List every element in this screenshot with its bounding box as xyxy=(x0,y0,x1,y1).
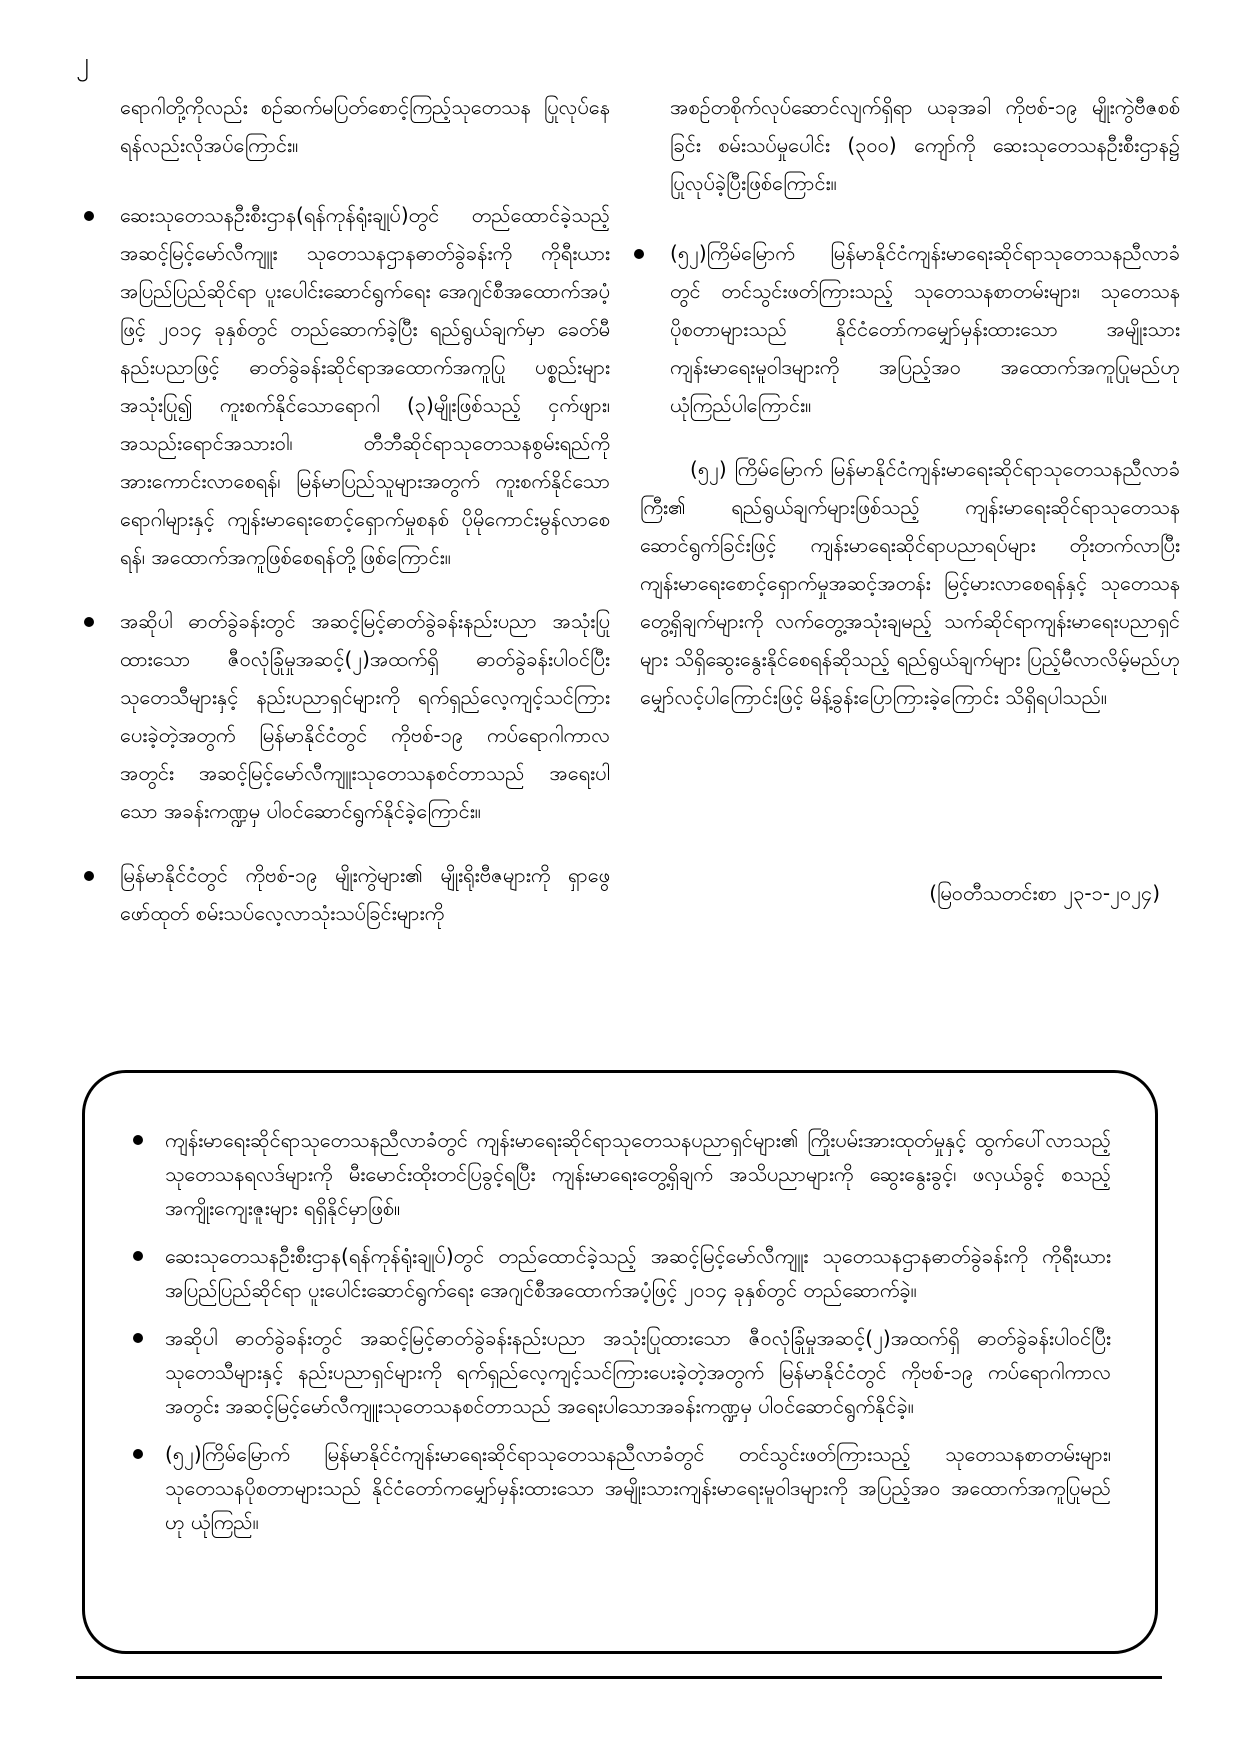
summary-text: အဆိုပါ ဓာတ်ခွဲခန်းတွင် အဆင့်မြင့်ဓာတ်ခွဲခန်းနည်းပညာ အသုံးပြုထားသော ဇီဝလုံခြုံမှုအဆင့်(၂)အထက်ရှိ ဓာတ်ခွဲခန်းပါဝင်ပြီး သုတေသီများနှင့် နည်းပညာရှင်များကို ရက်ရှည်လေ့ကျင့်သင်ကြားပေးခဲ့တဲ့အတွက် မြန်မာနိုင်ငံတွင် ကိုဗစ်-၁၉ ကပ်ရောဂါကာလအတွင်း အဆင့်မြင့်မော်လီကျူးသုတေသနစင်တာသည် အရေးပါသောအခန်းကဏ္ဍမှ ပါဝင်ဆောင်ရွက်နိုင်ခဲ့။ xyxy=(165,1326,1111,1418)
closing-paragraph: (၅၂) ကြိမ်မြောက် မြန်မာနိုင်ငံကျန်းမာရေးဆိုင်ရာသုတေသနညီလာခံကြီး၏ ရည်ရွယ်ချက်များဖြစ်သည့် ကျန်းမာရေးဆိုင်ရာသုတေသနဆောင်ရွက်ခြင်းဖြင့် ကျန်းမာရေးဆိုင်ရာပညာရပ်များ တိုးတက်လာပြီး ကျန်းမာရေးစောင့်ရှောက်မှုအဆင့်အတန်း မြင့်မားလာစေရန်နှင့် သုတေသနတွေ့ရှိချက်များကို လက်တွေ့အသုံးချမည့် သက်ဆိုင်ရာကျန်းမာရေးပညာရှင်များ သိရှိဆွေးနွေးနိုင်စေရန်ဆိုသည့် ရည်ရွယ်ချက်များ ပြည့်မီလာလိမ့်မည်ဟု မျှော်လင့်ပါကြောင်းဖြင့် မိန့်ခွန်းပြောကြားခဲ့ကြောင်း သိရှိရပါသည်။ xyxy=(640,457,1180,709)
right-continuation-text: အစဉ်တစိုက်လုပ်ဆောင်လျက်ရှိရာ ယခုအခါ ကိုဗစ်-၁၉ မျိုးကွဲဗီဇစစ်ခြင်း စမ်းသပ်မှုပေါင်း (၃၀၀) ကျော်ကို ဆေးသုတေသနဦးစီးဌာန၌ ပြုလုပ်ခဲ့ပြီးဖြစ်ကြောင်း။ xyxy=(670,95,1180,195)
summary-item xyxy=(125,1321,1111,1423)
footer-rule xyxy=(76,1676,1162,1679)
bullet-text: အဆိုပါ ဓာတ်ခွဲခန်းတွင် အဆင့်မြင့်ဓာတ်ခွဲခန်းနည်းပညာ အသုံးပြုထားသော ဇီဝလုံခြုံမှုအဆင့်(၂)အထက်ရှိ ဓာတ်ခွဲခန်းပါဝင်ပြီး သုတေသီများနှင့် နည်းပညာရှင်များကို ရက်ရှည်လေ့ကျင့်သင်ကြားပေးခဲ့တဲ့အတွက် မြန်မာနိုင်ငံတွင် ကိုဗစ်-၁၉ ကပ်ရောဂါကာလအတွင်း အဆင့်မြင့်မော်လီကျူးသုတေသနစင်တာသည် အရေးပါသော အခန်းကဏ္ဍမှ ပါဝင်ဆောင်ရွက်နိုင်ခဲ့ကြောင်း။ xyxy=(120,609,610,823)
left-bullet-item xyxy=(90,856,610,932)
bullet-text: မြန်မာနိုင်ငံတွင် ကိုဗစ်-၁၉ မျိုးကွဲများ၏ မျိုးရိုးဗီဇများကို ရှာဖွေဖော်ထုတ် စမ်းသပ်လေ့လာသုံးသပ်ခြင်းများကို xyxy=(120,863,610,925)
left-column xyxy=(90,88,610,958)
bullet-icon xyxy=(634,249,644,259)
source-citation: (မြဝတီသတင်းစာ ၂၃-၁-၂၀၂၄) xyxy=(929,881,1160,905)
bullet-icon xyxy=(84,871,94,881)
bullet-text: ဆေးသုတေသနဦးစီးဌာန(ရန်ကုန်ရုံးချုပ်)တွင် တည်ထောင်ခဲ့သည့် အဆင့်မြင့်မော်လီကျူး သုတေသနဌာနဓာတ်ခွဲခန်းကို ကိုရီးယားအပြည်ပြည်ဆိုင်ရာ ပူးပေါင်းဆောင်ရွက်ရေး အေဂျင်စီအထောက်အပံ့ဖြင့် ၂၀၁၄ ခုနှစ်တွင် တည်ဆောက်ခဲ့ပြီး ရည်ရွယ်ချက်မှာ ခေတ်မီနည်းပညာဖြင့် ဓာတ်ခွဲခန်းဆိုင်ရာအထောက်အကူပြု ပစ္စည်းများအသုံးပြု၍ ကူးစက်နိုင်သောရောဂါ (၃)မျိုးဖြစ်သည့် ငှက်ဖျား၊ အသည်းရောင်အသားဝါ၊ တီဘီဆိုင်ရာသုတေသနစွမ်းရည်ကို အားကောင်းလာစေရန်၊ မြန်မာပြည်သူများအတွက် ကူးစက်နိုင်သောရောဂါများနှင့် ကျန်းမာရေးစောင့်ရှောက်မှုစနစ် ပိုမိုကောင်းမွန်လာစေရန်၊ အထောက်အကူဖြစ်စေရန်တို့ဖြစ်ကြောင်း။ xyxy=(120,203,610,569)
bullet-text: (၅၂)ကြိမ်မြောက် မြန်မာနိုင်ငံကျန်းမာရေးဆိုင်ရာသုတေသနညီလာခံတွင် တင်သွင်းဖတ်ကြားသည့် သုတေသနစာတမ်းများ၊ သုတေသနပိုစတာများသည် နိုင်ငံတော်ကမျှော်မှန်းထားသော အမျိုးသားကျန်းမာရေးမူဝါဒများကို အပြည့်အဝ အထောက်အကူပြုမည်ဟု ယုံကြည်ပါကြောင်း။ xyxy=(670,241,1180,417)
bullet-icon xyxy=(133,1449,143,1459)
right-bullet-item xyxy=(640,234,1180,424)
left-bullet-item xyxy=(90,196,610,576)
bullet-icon xyxy=(133,1333,143,1343)
summary-box xyxy=(82,1070,1158,1654)
summary-text: ဆေးသုတေသနဦးစီးဌာန(ရန်ကုန်ရုံးချုပ်)တွင် တည်ထောင်ခဲ့သည့် အဆင့်မြင့်မော်လီကျူး သုတေသနဌာနဓာတ်ခွဲခန်းကို ကိုရီးယားအပြည်ပြည်ဆိုင်ရာ ပူးပေါင်းဆောင်ရွက်ရေး အေဂျင်စီအထောက်အပံ့ဖြင့် ၂၀၁၄ ခုနှစ်တွင် တည်ဆောက်ခဲ့။ xyxy=(165,1244,1111,1302)
bullet-icon xyxy=(84,617,94,627)
summary-text: (၅၂)ကြိမ်မြောက် မြန်မာနိုင်ငံကျန်းမာရေးဆိုင်ရာသုတေသနညီလာခံတွင် တင်သွင်းဖတ်ကြားသည့် သုတေသနစာတမ်းများ၊ သုတေသနပိုစတာများသည် နိုင်ငံတော်ကမျှော်မှန်းထားသော အမျိုးသားကျန်းမာရေးမူဝါဒများကို အပြည့်အဝ အထောက်အကူပြုမည်ဟု ယုံကြည်။ xyxy=(165,1442,1111,1534)
summary-item xyxy=(125,1123,1111,1225)
bullet-icon xyxy=(84,211,94,221)
right-column xyxy=(640,88,1180,716)
left-continuation-text: ရောဂါတို့ကိုလည်း စဉ်ဆက်မပြတ်စောင့်ကြည့်သုတေသန ပြုလုပ်နေရန်လည်းလိုအပ်ကြောင်း။ xyxy=(120,95,610,157)
summary-item xyxy=(125,1239,1111,1307)
page-number: ၂ xyxy=(76,47,89,77)
bullet-icon xyxy=(133,1135,143,1145)
left-bullet-item xyxy=(90,602,610,830)
summary-text: ကျန်းမာရေးဆိုင်ရာသုတေသနညီလာခံတွင် ကျန်းမာရေးဆိုင်ရာသုတေသနပညာရှင်များ၏ ကြိုးပမ်းအားထုတ်မှုနှင့် ထွက်ပေါ်လာသည့် သုတေသနရလဒ်များကို မီးမောင်းထိုးတင်ပြခွင့်ရပြီး ကျန်းမာရေးတွေ့ရှိချက် အသိပညာများကို ဆွေးနွေးခွင့်၊ ဖလှယ်ခွင့် စသည့် အကျိုးကျေးဇူးများ ရရှိနိုင်မှာဖြစ်။ xyxy=(165,1128,1111,1220)
summary-item xyxy=(125,1437,1111,1539)
bullet-icon xyxy=(133,1251,143,1261)
